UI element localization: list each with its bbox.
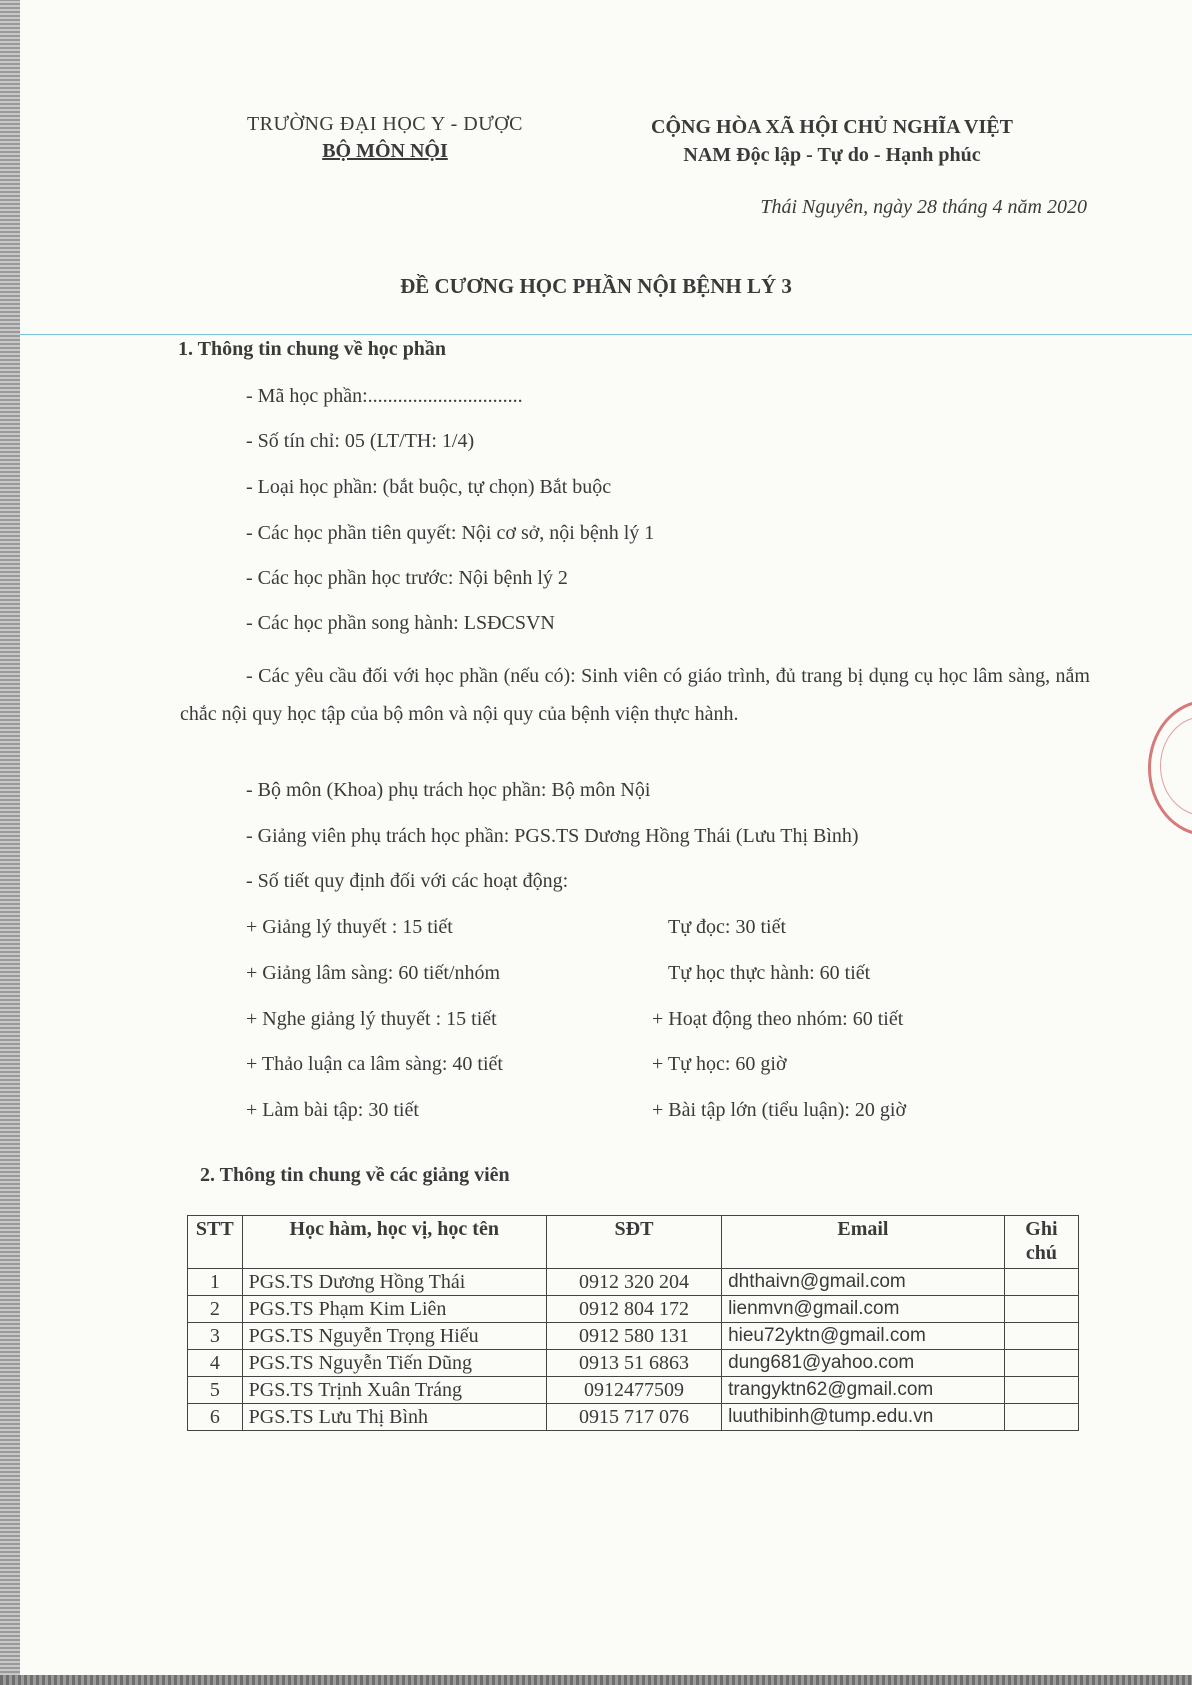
scan-left-edge	[0, 0, 20, 1685]
hours-left-item: + Nghe giảng lý thuyết : 15 tiết	[246, 1008, 497, 1030]
hours-left-item: + Giảng lý thuyết : 15 tiết	[246, 916, 453, 938]
cell-email: luuthibinh@tump.edu.vn	[722, 1404, 1005, 1431]
cell-phone: 0912 320 204	[546, 1269, 721, 1296]
table-row	[188, 1377, 1079, 1404]
column-header-note: Ghi chú	[1004, 1216, 1078, 1269]
prior-courses: - Các học phần học trước: Nội bệnh lý 2	[246, 567, 568, 589]
section-1-heading: 1. Thông tin chung về học phần	[178, 338, 447, 360]
table-row	[188, 1296, 1079, 1323]
hours-intro: - Số tiết quy định đối với các hoạt động:	[246, 870, 569, 892]
republic-line-1: CỘNG HÒA XÃ HỘI CHỦ NGHĨA VIỆT	[651, 116, 1013, 138]
document-title: ĐỀ CƯƠNG HỌC PHẦN NỘI BỆNH LÝ 3	[400, 274, 792, 298]
institution-name: TRƯỜNG ĐẠI HỌC Y - DƯỢC	[246, 113, 524, 135]
cell-stt: 2	[188, 1296, 243, 1323]
cell-stt: 1	[188, 1269, 243, 1296]
prerequisites: - Các học phần tiên quyết: Nội cơ sở, nội bệnh lý 1	[246, 522, 655, 544]
cell-phone: 0913 51 6863	[546, 1350, 721, 1377]
cell-email: trangyktn62@gmail.com	[722, 1377, 1005, 1404]
column-header-name: Học hàm, học vị, học tên	[242, 1216, 546, 1269]
department-in-charge: - Bộ môn (Khoa) phụ trách học phần: Bộ môn Nội	[246, 779, 651, 801]
hours-right-item: + Hoạt động theo nhóm: 60 tiết	[652, 1008, 904, 1030]
cell-note	[1004, 1377, 1078, 1404]
cell-name: PGS.TS Lưu Thị Bình	[242, 1404, 546, 1431]
hours-right-item: + Bài tập lớn (tiểu luận): 20 giờ	[652, 1099, 907, 1121]
cell-stt: 3	[188, 1323, 243, 1350]
cell-email: hieu72yktn@gmail.com	[722, 1323, 1005, 1350]
scan-artifact-line	[20, 334, 1192, 335]
hours-right-item: Tự đọc: 30 tiết	[668, 916, 787, 938]
cell-name: PGS.TS Nguyễn Tiến Dũng	[242, 1350, 546, 1377]
cell-name: PGS.TS Nguyễn Trọng Hiếu	[242, 1323, 546, 1350]
header-institution-block	[205, 113, 565, 163]
section-2-heading: 2. Thông tin chung về các giảng viên	[200, 1164, 510, 1186]
table-row	[188, 1323, 1079, 1350]
cell-note	[1004, 1296, 1078, 1323]
table-row	[188, 1350, 1079, 1377]
lecturers-table	[187, 1215, 1079, 1431]
hours-right-item: Tự học thực hành: 60 tiết	[668, 962, 871, 984]
table-row	[188, 1269, 1079, 1296]
cell-stt: 6	[188, 1404, 243, 1431]
cell-name: PGS.TS Phạm Kim Liên	[242, 1296, 546, 1323]
cell-note	[1004, 1269, 1078, 1296]
cell-note	[1004, 1350, 1078, 1377]
table-header-row	[188, 1216, 1079, 1269]
hours-right-item: + Tự học: 60 giờ	[652, 1053, 787, 1075]
cell-stt: 5	[188, 1377, 243, 1404]
table-row	[188, 1404, 1079, 1431]
course-requirements: - Các yêu cầu đối với học phần (nếu có): Sinh viên có giáo trình, đủ trang bị dụng cụ học lâm sàng, nắm chắc nội quy học tập của bộ môn và nội quy của bệnh viện thực hành.	[180, 665, 1090, 725]
cell-email: dung681@yahoo.com	[722, 1350, 1005, 1377]
header-republic-block	[572, 113, 1092, 169]
cell-email: lienmvn@gmail.com	[722, 1296, 1005, 1323]
document-date: Thái Nguyên, ngày 28 tháng 4 năm 2020	[760, 196, 1087, 218]
cell-phone: 0912477509	[546, 1377, 721, 1404]
column-header-email: Email	[722, 1216, 1005, 1269]
hours-left-item: + Thảo luận ca lâm sàng: 40 tiết	[246, 1053, 503, 1075]
cell-name: PGS.TS Trịnh Xuân Tráng	[242, 1377, 546, 1404]
cell-note	[1004, 1404, 1078, 1431]
hours-left-item: + Giảng lâm sàng: 60 tiết/nhóm	[246, 962, 501, 984]
column-header-phone: SĐT	[546, 1216, 721, 1269]
cell-note	[1004, 1323, 1078, 1350]
course-code: - Mã học phần:...............................	[246, 385, 523, 407]
cell-phone: 0912 580 131	[546, 1323, 721, 1350]
scan-bottom-edge	[0, 1675, 1192, 1685]
credits: - Số tín chỉ: 05 (LT/TH: 1/4)	[246, 430, 475, 452]
department-name: BỘ MÔN NỘI	[322, 140, 448, 162]
republic-line-2: NAM Độc lập - Tự do - Hạnh phúc	[683, 144, 981, 166]
parallel-courses: - Các học phần song hành: LSĐCSVN	[246, 612, 555, 634]
cell-name: PGS.TS Dương Hồng Thái	[242, 1269, 546, 1296]
lecturer-in-charge: - Giảng viên phụ trách học phần: PGS.TS Dương Hồng Thái (Lưu Thị Bình)	[246, 825, 859, 847]
course-type: - Loại học phần: (bắt buộc, tự chọn) Bắt buộc	[246, 476, 612, 498]
cell-phone: 0915 717 076	[546, 1404, 721, 1431]
column-header-stt: STT	[188, 1216, 243, 1269]
cell-stt: 4	[188, 1350, 243, 1377]
cell-email: dhthaivn@gmail.com	[722, 1269, 1005, 1296]
cell-phone: 0912 804 172	[546, 1296, 721, 1323]
hours-left-item: + Làm bài tập: 30 tiết	[246, 1099, 419, 1121]
